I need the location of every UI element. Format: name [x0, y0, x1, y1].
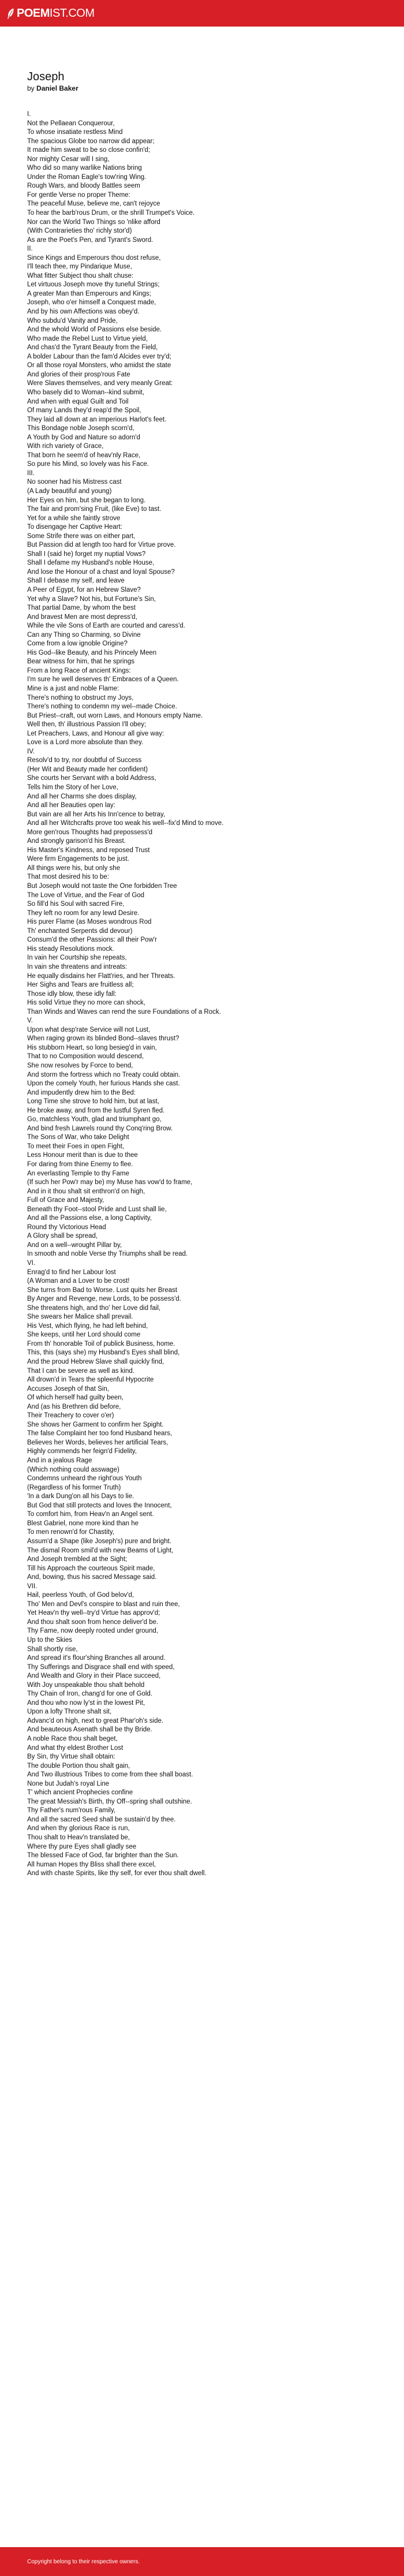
poem-line: And the whold World of Passions else beside. — [27, 326, 162, 334]
poem-line: But Passion did at length too hard for Virtue prove. — [27, 542, 176, 549]
poem-line: The fair and prom'sing Fruit, (like Eve) to tast. — [27, 506, 162, 513]
poem-line: And thou shalt soon from hence deliver'd be. — [27, 1618, 159, 1626]
poem-line: To disengage her Captive Heart: — [27, 524, 122, 531]
poem-line: She keeps, until her Lord should come — [27, 1331, 141, 1339]
poem-line: Those idly blow, these idly fall: — [27, 990, 117, 998]
poem-line: Beneath thy Foot--stool Pride and Lust shall lie, — [27, 1205, 167, 1213]
poem-line: And bind fresh Lawrels round thy Conq'ring Brow. — [27, 1125, 173, 1132]
poem-body — [27, 110, 377, 1879]
poem-line: Condemns unheard the right'ous Youth — [27, 1475, 142, 1483]
poem-line: All human Hopes thy Bliss shall there excel, — [27, 1861, 156, 1868]
poem-line: Tells him the Story of her Love, — [27, 784, 118, 792]
poem-line: Their Treachery to cover o'er) — [27, 1412, 114, 1420]
poem-line: Upon a lofty Throne shalt sit, — [27, 1708, 112, 1716]
poem-line: The double Portion thou shalt gain, — [27, 1762, 130, 1769]
poem-line: They laid all down at an imperious Harlot's feet. — [27, 416, 167, 423]
poem-line: For daring from thine Enemy to flee. — [27, 1160, 133, 1168]
poem-line: VI. — [27, 1260, 36, 1267]
poem-line: And storm the fortress which no Treaty could obtain. — [27, 1071, 181, 1078]
poem-line: Believes her Words, believes her artificial Tears, — [27, 1439, 169, 1446]
poem-line: Where thy pure Eyes shall gladly see — [27, 1843, 137, 1850]
poem-line: From a long Race of ancient Kings: — [27, 667, 131, 674]
site-logo[interactable] — [7, 8, 95, 19]
poem-line: As are the Poet's Pen, and Tyrant's Sword. — [27, 236, 154, 244]
poem-line: But Joseph would not taste the One forbidden Tree — [27, 883, 177, 890]
poem-line: (Regardless of his former Truth) — [27, 1484, 121, 1491]
poem-line: And chas'd the Tyrant Beauty from the Field, — [27, 344, 158, 352]
poem-line: And all her Charms she does display, — [27, 793, 137, 800]
poem-line: Upon the comely Youth, her furious Hands she cast. — [27, 1080, 180, 1088]
poem-line: A Glory shall be spread, — [27, 1233, 98, 1240]
poem-line: Tho' Men and Devl's conspire to blast and ruin thee, — [27, 1600, 180, 1608]
poem-line: Come from a low ignoble Origine? — [27, 640, 128, 648]
logo-bold-text: POEM — [17, 7, 50, 20]
poem-line: I'll teach thee, my Pindarique Muse, — [27, 263, 132, 271]
author-name[interactable]: Daniel Baker — [36, 84, 78, 92]
poem-line: And by his own Affections was obey'd. — [27, 308, 140, 316]
poem-line: Not the Pellaean Conquerour, — [27, 120, 115, 127]
feather-icon — [7, 8, 14, 19]
poem-line: That partial Dame, by whom the best — [27, 604, 136, 612]
poem-line: Who made the Rebel Lust to Virtue yield, — [27, 335, 148, 342]
poem-line: His steady Resolutions mock. — [27, 945, 114, 953]
poem-line: Shall shortly rise, — [27, 1645, 78, 1653]
poem-line: His Vest, which flying, he had left behind, — [27, 1322, 148, 1330]
poem-line: And when with equal Guilt and Toil — [27, 398, 129, 405]
poem-line: The spacious Globe too narrow did appear; — [27, 137, 155, 145]
poem-line: The blessed Face of God, far brighter than the Sun. — [27, 1852, 179, 1860]
poem-line: She shows her Garment to confirm her Spight. — [27, 1421, 164, 1428]
poem-line: II. — [27, 245, 33, 253]
poem-line: She threatens high, and tho' her Love did fail, — [27, 1304, 161, 1312]
poem-line: And all her Witchcrafts prove too weak his well--fix'd Mind to move. — [27, 820, 224, 827]
poem-line: With rich variety of Grace, — [27, 443, 104, 450]
poem-line: Let Preachers, Laws, and Honour all give way: — [27, 730, 164, 737]
poem-line: Than Winds and Waves can rend the sure Foundations of a Rock. — [27, 1008, 221, 1016]
poem-line: Can any Thing so Charming, so Divine — [27, 631, 141, 639]
poem-line: To whose insatiate restless Mind — [27, 129, 123, 136]
poem-line: Mine is a just and noble Flame: — [27, 685, 119, 692]
poem-line: And glories of their prosp'rous Fate — [27, 371, 130, 378]
poem-line: And strongly garison'd his Breast. — [27, 838, 126, 845]
poem-line: And lose the Honour of a chast and loyal Spouse? — [27, 568, 175, 576]
poem-line: His solid Virtue they no more can shock, — [27, 999, 145, 1007]
poem-line: And what thy eldest Brother Lost — [27, 1744, 124, 1752]
poem-line: (Which nothing could asswage) — [27, 1466, 119, 1473]
poem-line: So fill'd his Soul with sacred Fire, — [27, 901, 125, 908]
poem-line: His Master's Kindness, and reposed Trust — [27, 846, 150, 854]
poem-line: (A Woman and a Lover to be crost! — [27, 1278, 130, 1285]
poem-line: 'In a dark Dung'on all his Days to lie. — [27, 1493, 134, 1500]
poem-line: His God--like Beauty, and his Princely Meen — [27, 649, 157, 656]
poem-line: The peaceful Muse, believe me, can't rejoyce — [27, 200, 160, 208]
logo-thin-text: IST.COM — [49, 7, 95, 20]
poem-line: Nor mighty Cesar will I sing, — [27, 155, 110, 163]
poem-line: And impudently drew him to the Bed: — [27, 1089, 136, 1096]
poem-line: That to no Composition would descend, — [27, 1053, 144, 1061]
poem-line: Yet for a while she faintly strove — [27, 514, 121, 522]
poem-line: For gentle Verse no proper Theme: — [27, 191, 130, 199]
poem-line: His stubborn Heart, so long besieg'd in vain, — [27, 1044, 157, 1051]
poem-line: By Sin, thy Virtue shall obtain: — [27, 1753, 115, 1761]
poem-line: Shall I debase my self, and leave — [27, 577, 125, 585]
poem-line: Till his Approach the courteous Spirit made, — [27, 1565, 155, 1572]
poem-line: VII. — [27, 1582, 38, 1590]
poem-line: Love is a Lord more absolute than they. — [27, 739, 144, 746]
poem-line: And with chaste Spirits, like thy self, for ever thou shalt dwell. — [27, 1870, 207, 1877]
poem-line: No sooner had his Mistress cast — [27, 479, 122, 486]
poem-line: To meet their Foes in open Fight, — [27, 1143, 125, 1150]
poem-line: Yet Heav'n thy well--try'd Virtue has approv'd; — [27, 1610, 160, 1617]
poem-line: By Anger and Revenge, new Lords, to be possess'd. — [27, 1296, 181, 1303]
poem-line: Joseph, who o'er himself a Conquest made, — [27, 299, 156, 307]
poem-line: To hear the barb'rous Drum, or the shrill Trumpet's Voice. — [27, 210, 195, 217]
poem-line: A bolder Labour than the fam'd Alcides ever try'd; — [27, 353, 171, 360]
poem-line: I. — [27, 111, 31, 118]
poem-line: And all her Beauties open lay: — [27, 802, 115, 809]
poem-line: The dismal Room smil'd with new Beams of Light, — [27, 1547, 174, 1554]
poem-line: Blest Gabriel, none more kind than he — [27, 1520, 139, 1527]
poem-line: While the vile Sons of Earth are courted and caress'd. — [27, 622, 185, 630]
poem-line: Highly commends her feign'd Fidelity, — [27, 1448, 137, 1455]
poem-line: And when thy glorious Race is run, — [27, 1825, 130, 1832]
poem-line: She turns from Bad to Worse. Lust quits her Breast — [27, 1286, 177, 1294]
poem-line: Accuses Joseph of that Sin, — [27, 1385, 109, 1392]
poem-line: A greater Man than Emperours and Kings; — [27, 290, 151, 297]
poem-line: She courts her Servant with a bold Address, — [27, 775, 156, 782]
poem-line: And, bowing, thus his sacred Message said. — [27, 1574, 157, 1581]
poem-line: It made him sweat to be so close confin'd; — [27, 147, 151, 154]
poem-line: And in a jealous Rage — [27, 1457, 92, 1465]
poem-line: What fitter Subject thou shalt chuse: — [27, 272, 134, 279]
poem-line: A noble Race thou shalt beget, — [27, 1735, 118, 1742]
poem-line: He broke away, and from the lustful Syren fled. — [27, 1107, 165, 1114]
poem-line: Under the Roman Eagle's tow'ring Wing. — [27, 173, 147, 181]
poem-line: With Joy unspeakable thou shalt behold — [27, 1681, 145, 1689]
poem-line: She swears her Malice shall prevail. — [27, 1313, 133, 1321]
poem-line: Hail, peerless Youth, of God belov'd, — [27, 1592, 134, 1599]
poem-line: Since Kings and Emperours thou dost refuse, — [27, 254, 161, 262]
poem-line: Let virtuous Joseph move thy tuneful Strings; — [27, 281, 160, 289]
poem-line: Resolv'd to try, nor doubtful of Success — [27, 757, 142, 764]
poem-line: In vain her Courtship she repeats, — [27, 954, 127, 962]
poem-line: And beauteous Asenath shall be thy Bride. — [27, 1726, 152, 1734]
poem-line: Thy Sufferings and Disgrace shall end with speed, — [27, 1663, 175, 1671]
poem-line: (If such her Pow'r may be) my Muse has vow'd to frame, — [27, 1179, 193, 1186]
poem-line: Full of Grace and Majesty, — [27, 1197, 104, 1204]
poem-line: There's nothing to condemn my wel--made Choice. — [27, 703, 177, 711]
poem-line: And bravest Men are most depress'd, — [27, 613, 137, 621]
poem-line: To comfort him, from Heav'n an Angel sent. — [27, 1511, 154, 1518]
poem-line: Rough Wars, and bloody Battles seem — [27, 182, 140, 190]
poem-line: Shall I defame my Husband's noble House, — [27, 559, 155, 567]
poem-line: Thy Father's num'rous Family, — [27, 1807, 116, 1815]
poem-line: Up to the Skies — [27, 1636, 72, 1644]
poem-line: That born he seem'd of heav'nly Race, — [27, 451, 141, 459]
poem-line: Upon what desp'rate Service will not Lust, — [27, 1026, 151, 1033]
poem-line: His purer Flame (as Moses wondrous Rod — [27, 919, 152, 926]
poem-page — [0, 70, 404, 1879]
poem-line: Some Strife there was on either part, — [27, 532, 136, 540]
poem-line: Round thy Victorious Head — [27, 1223, 106, 1231]
poem-line: Thy Chain of Iron, chang'd for one of Gold. — [27, 1690, 152, 1698]
poem-line: Shall I (said he) forget my nuptial Vows? — [27, 550, 146, 558]
poem-line: IV. — [27, 748, 35, 755]
poem-line: She now resolves by Force to bend, — [27, 1062, 133, 1069]
poem-line: The false Complaint her too fond Husband hears, — [27, 1430, 173, 1438]
poem-line: And on a well--wrought Pillar by, — [27, 1241, 122, 1249]
poem-line: All drown'd in Tears the spleenful Hypocrite — [27, 1376, 154, 1384]
poem-line: They left no room for any lewd Desire. — [27, 909, 140, 917]
poem-line: Thou shalt to Heav'n translated be, — [27, 1834, 130, 1841]
poem-line: Consum'd the other Passions: all their Pow'r — [27, 936, 157, 944]
poem-line: T' which ancient Prophecies confine — [27, 1789, 133, 1797]
poem-line: More gen'rous Thoughts had prepossess'd — [27, 828, 153, 836]
poem-line: Bear witness for him, that he springs — [27, 658, 134, 666]
poem-line: But God that still protects and loves the Innocent, — [27, 1502, 172, 1509]
poem-line: (A Lady beautiful and young) — [27, 487, 112, 495]
poem-line: That most desired his to be: — [27, 873, 109, 881]
poem-line: Assum'd a Shape (like Joseph's) pure and bright. — [27, 1537, 171, 1545]
poem-line: Well then, th' illustrious Passion I'll obey; — [27, 721, 147, 729]
poem-line: But Priest--craft, out worn Laws, and Honours empty Name. — [27, 712, 203, 719]
poem-line: Thy Fame, now deeply rooted under ground, — [27, 1627, 158, 1635]
poem-line: In vain she threatens and intreats: — [27, 963, 128, 970]
byline — [27, 84, 377, 93]
poem-line: And Joseph trembled at the Sight; — [27, 1556, 128, 1563]
poem-line: The Sons of War, who take Delight — [27, 1134, 129, 1141]
poem-line: And all the sacred Seed shall be sustain'd by thee. — [27, 1816, 176, 1823]
poem-line: And thou who now ly'st in the lowest Pit, — [27, 1699, 145, 1707]
poem-line: Th' enchanted Serpents did devour) — [27, 927, 133, 935]
poem-line: The Love of Virtue, and the Fear of God — [27, 891, 145, 899]
poem-line: And all the Passions else, a long Captivity, — [27, 1215, 152, 1222]
copyright-notice: Copyright belong to their respective owners. — [27, 2558, 140, 2565]
poem-line: Nor can the World Two Things so 'nlike afford — [27, 218, 160, 226]
poem-line: Were Slaves themselves, and very meanly Great: — [27, 380, 173, 387]
poem-line: He equally disdains her Flatt'ries, and her Threats. — [27, 972, 175, 980]
poem-line: Advanc'd on high, next to great Phar'oh's side. — [27, 1717, 164, 1724]
poem-line: And spread it's flour'shing Branches all around. — [27, 1655, 166, 1662]
poem-line: Yet why a Slave? Not his, but Fortune's Sin, — [27, 595, 156, 603]
poem-line: V. — [27, 1017, 33, 1025]
poem-line: When raging grown its blinded Bond--slaves thrust? — [27, 1035, 179, 1043]
poem-line: (Her Wit and Beauty made her confident) — [27, 766, 148, 773]
poem-line: A Peer of Egypt, for an Hebrew Slave? — [27, 586, 141, 593]
poem-line: Who basely did to Woman--kind submit, — [27, 389, 145, 396]
poem-line: This, this (says she) my Husband's Eyes shall blind, — [27, 1349, 180, 1357]
poem-line: Of which herself had guilty been, — [27, 1394, 124, 1402]
poem-line: Who did so many warlike Nations bring — [27, 165, 142, 172]
poem-line: Her Eyes on him, but she began to long. — [27, 496, 146, 504]
poem-line: III. — [27, 469, 35, 477]
poem-line: Enrag'd to find her Labour lost — [27, 1268, 116, 1276]
poem-line: Were firm Engagements to be just. — [27, 856, 129, 863]
poem-title: Joseph — [27, 70, 65, 83]
poem-line: Go, matchless Youth, glad and triumphant go, — [27, 1116, 162, 1123]
poem-line: There's nothing to obstruct my Joys, — [27, 694, 134, 701]
poem-line: Long Time she strove to hold him, but at last, — [27, 1098, 159, 1106]
poem-line: And Two illustrious Tribes to come from thee shall boast. — [27, 1771, 193, 1779]
poem-line: That I can be severe as well as kind. — [27, 1367, 135, 1375]
poem-line: This Bondage noble Joseph scorn'd, — [27, 425, 134, 432]
poem-line: From th' honorable Toil of publick Business, home. — [27, 1340, 175, 1347]
site-header — [0, 0, 404, 27]
poem-line: And Wealth and Glory in their Place succeed, — [27, 1672, 161, 1680]
poem-line: Of many Lands they'd reap'd the Spoil, — [27, 407, 141, 415]
poem-line: And in it thou shalt sit enthron'd on high, — [27, 1188, 145, 1195]
poem-line: Less Honour merit than is due to thee — [27, 1152, 138, 1159]
poem-line: I'm sure he well deserves th' Embraces of a Queen. — [27, 676, 179, 684]
poem-line: To men renown'd for Chastity, — [27, 1529, 114, 1536]
poem-line: Who subdu'd Vanity and Pride, — [27, 317, 118, 324]
poem-line: An everlasting Temple to thy Fame — [27, 1170, 129, 1177]
poem-line: A Youth by God and Nature so adorn'd — [27, 434, 140, 441]
poem-line: And (as his Brethren did before, — [27, 1403, 121, 1410]
poem-line: The great Messiah's Birth, thy Off--spring shall outshine. — [27, 1798, 192, 1805]
poem-line: And the proud Hebrew Slave shall quickly find, — [27, 1358, 164, 1366]
poem-line: Her Sighs and Tears are fruitless all; — [27, 981, 134, 989]
logo-wordmark — [17, 8, 95, 19]
site-footer — [0, 2547, 404, 2576]
poem-line: None but Judah's royal Line — [27, 1780, 110, 1787]
by-label: by — [27, 84, 35, 92]
poem-line: But vain are all her Arts his Inn'cence to betray, — [27, 811, 166, 818]
poem-line: In smooth and noble Verse thy Triumphs shall be read. — [27, 1250, 188, 1258]
poem-line: All things were his, but only she — [27, 864, 121, 872]
poem-line: So pure his Mind, so lovely was his Face. — [27, 461, 149, 468]
poem-line: Or all those royal Monsters, who amidst the state — [27, 362, 171, 369]
poem-line: (With Contrarieties tho' richly stor'd) — [27, 227, 132, 235]
